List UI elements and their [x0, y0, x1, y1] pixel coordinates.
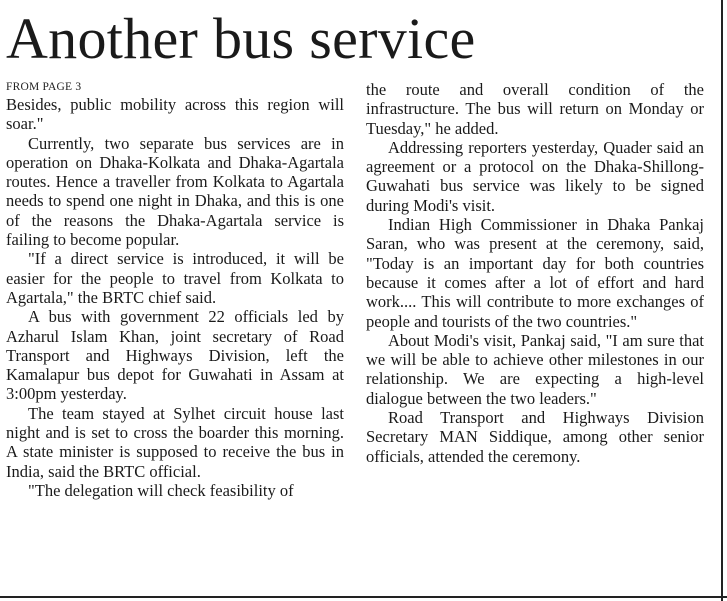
paragraph: "The delegation will check feasibility of: [28, 480, 294, 500]
page-border-right: [721, 0, 723, 601]
paragraph: Besides, public mobility across this region will soar.": [6, 95, 344, 134]
paragraph: Road Transport and Highways Division Secretary MAN Siddique, among other senior officials, attended the ceremony.: [366, 408, 704, 466]
paragraph: the route and overall condition of the infrastructure. The bus will return on Monday or Tuesday," he added.: [366, 80, 704, 138]
paragraph: A bus with government 22 officials led by Azharul Islam Khan, joint secretary of Road Transport and Highways Division, left the Kamalapur bus depot for Guwahati in Assam at 3:00pm yesterday.: [6, 307, 344, 404]
headline: Another bus service: [6, 6, 476, 71]
paragraph: "If a direct service is introduced, it will be easier for the people to travel from Kolkata to Agartala," the BRTC chief said.: [6, 249, 344, 307]
paragraph: About Modi's visit, Pankaj said, "I am sure that we will be able to achieve other milestones in our relationship. We are expecting a high-level dialogue between the two leaders.": [366, 330, 704, 408]
right-column: [366, 80, 704, 466]
paragraph: Currently, two separate bus services are in operation on Dhaka-Kolkata and Dhaka-Agartala routes. Hence a traveller from Kolkata to Agartala needs to spend one night in Dhaka, and this is one of the reasons the Dhaka-Agartala service is failing to become popular.: [6, 133, 344, 250]
kicker-from-page: FROM PAGE 3: [6, 81, 82, 93]
paragraph: Indian High Commissioner in Dhaka Pankaj Saran, who was present at the ceremony, said, "Today is an important day for both countries because it comes after a lot of effort and hard work.... This will contribute to more exchanges of people and tourists of the two countries.": [366, 215, 704, 331]
paragraph: The team stayed at Sylhet circuit house last night and is set to cross the boarder this morning. A state minister is supposed to receive the bus in India, said the BRTC official.: [6, 403, 344, 481]
left-column: [6, 80, 344, 500]
paragraph: Addressing reporters yesterday, Quader said an agreement or a protocol on the Dhaka-Shillong-Guwahati bus service was likely to be signed during Modi's visit.: [366, 137, 704, 215]
page-border-bottom: [0, 596, 727, 598]
